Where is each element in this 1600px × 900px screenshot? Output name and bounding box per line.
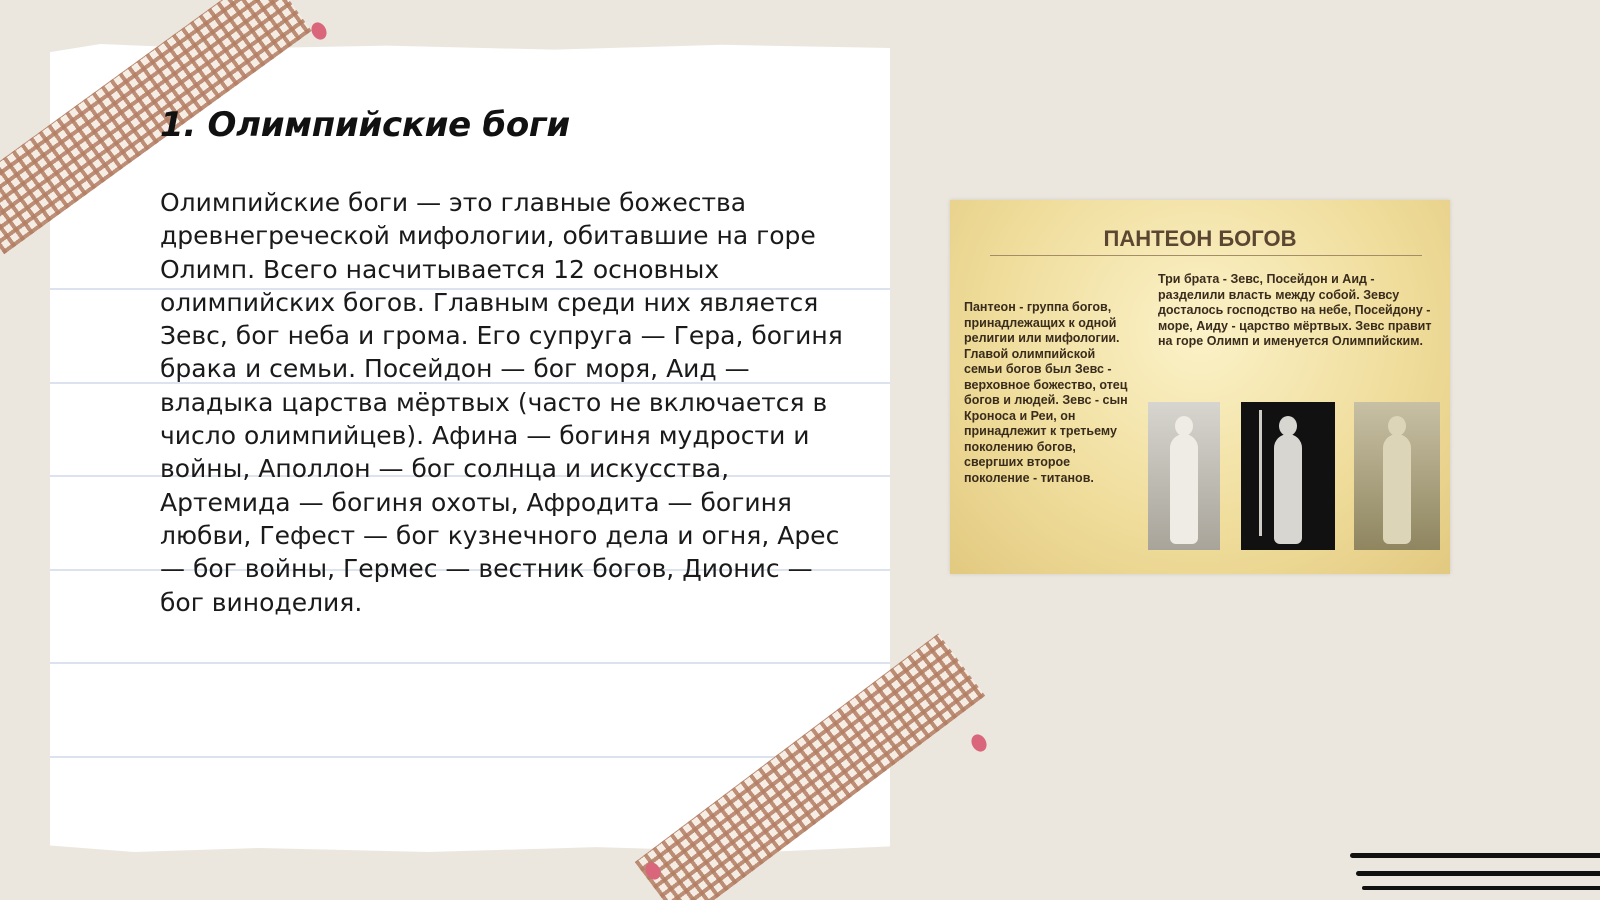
pantheon-title-rule bbox=[990, 255, 1422, 256]
zeus-statue-photo bbox=[1148, 402, 1220, 550]
slide-body-text: Олимпийские боги — это главные божества древнегреческой мифологии, обитавшие на горе Олимп. Всего насчитывается 12 основных олимпийских богов. Главным среди них является Зевс, бог неба и грома. Его супруга — Гера, богиня брака и семьи. Посейдон — бог моря, Аид — владыка царства мёртвых (часто не включается в число олимпийцев). Афина — богиня мудрости и войны, Аполлон — бог солнца и искусства, Артемида — богиня охоты, Афродита — богиня любви, Гефест — бог кузнечного дела и огня, Арес — бог войны, Гермес — вестник богов, Дионис — бог виноделия. bbox=[160, 188, 843, 617]
trident-icon bbox=[1259, 410, 1262, 536]
pantheon-text-left: Пантеон - группа богов, принадлежащих к одной религии или мифологии. Главой олимпийской семьи богов был Зевс - верховное божество, отец богов и людей. Зевс - сын Кроноса и Реи, он принадлежит к третьему поколению богов, свергших второе поколение - титанов. bbox=[964, 300, 1128, 485]
statue-figure bbox=[1170, 434, 1198, 544]
pantheon-image bbox=[950, 200, 1450, 574]
slide-heading: 1. Олимпийские боги bbox=[160, 105, 570, 145]
tape-curl bbox=[308, 20, 329, 43]
pantheon-image-title: ПАНТЕОН БОГОВ bbox=[1103, 226, 1297, 251]
paper-rule-line bbox=[50, 756, 890, 758]
poseidon-statue-photo bbox=[1241, 402, 1335, 550]
decorative-brush-stroke bbox=[1356, 871, 1600, 876]
statue-head bbox=[1279, 416, 1297, 436]
statue-figure bbox=[1274, 434, 1302, 544]
pantheon-text-right: Три брата - Зевс, Посейдон и Аид - разделили власть между собой. Зевсу досталось господство на небе, Посейдону - море, Аиду - царство мёртвых. Зевс правит на горе Олимп и именуется Олимпийским. bbox=[1158, 272, 1432, 348]
statue-head bbox=[1175, 416, 1193, 436]
statue-head bbox=[1388, 416, 1406, 436]
paper-rule-line bbox=[50, 662, 890, 664]
decorative-brush-stroke bbox=[1362, 886, 1600, 890]
hades-statue-photo bbox=[1354, 402, 1440, 550]
decorative-brush-stroke bbox=[1350, 853, 1600, 858]
tape-curl bbox=[968, 732, 989, 755]
statue-figure bbox=[1383, 434, 1411, 544]
